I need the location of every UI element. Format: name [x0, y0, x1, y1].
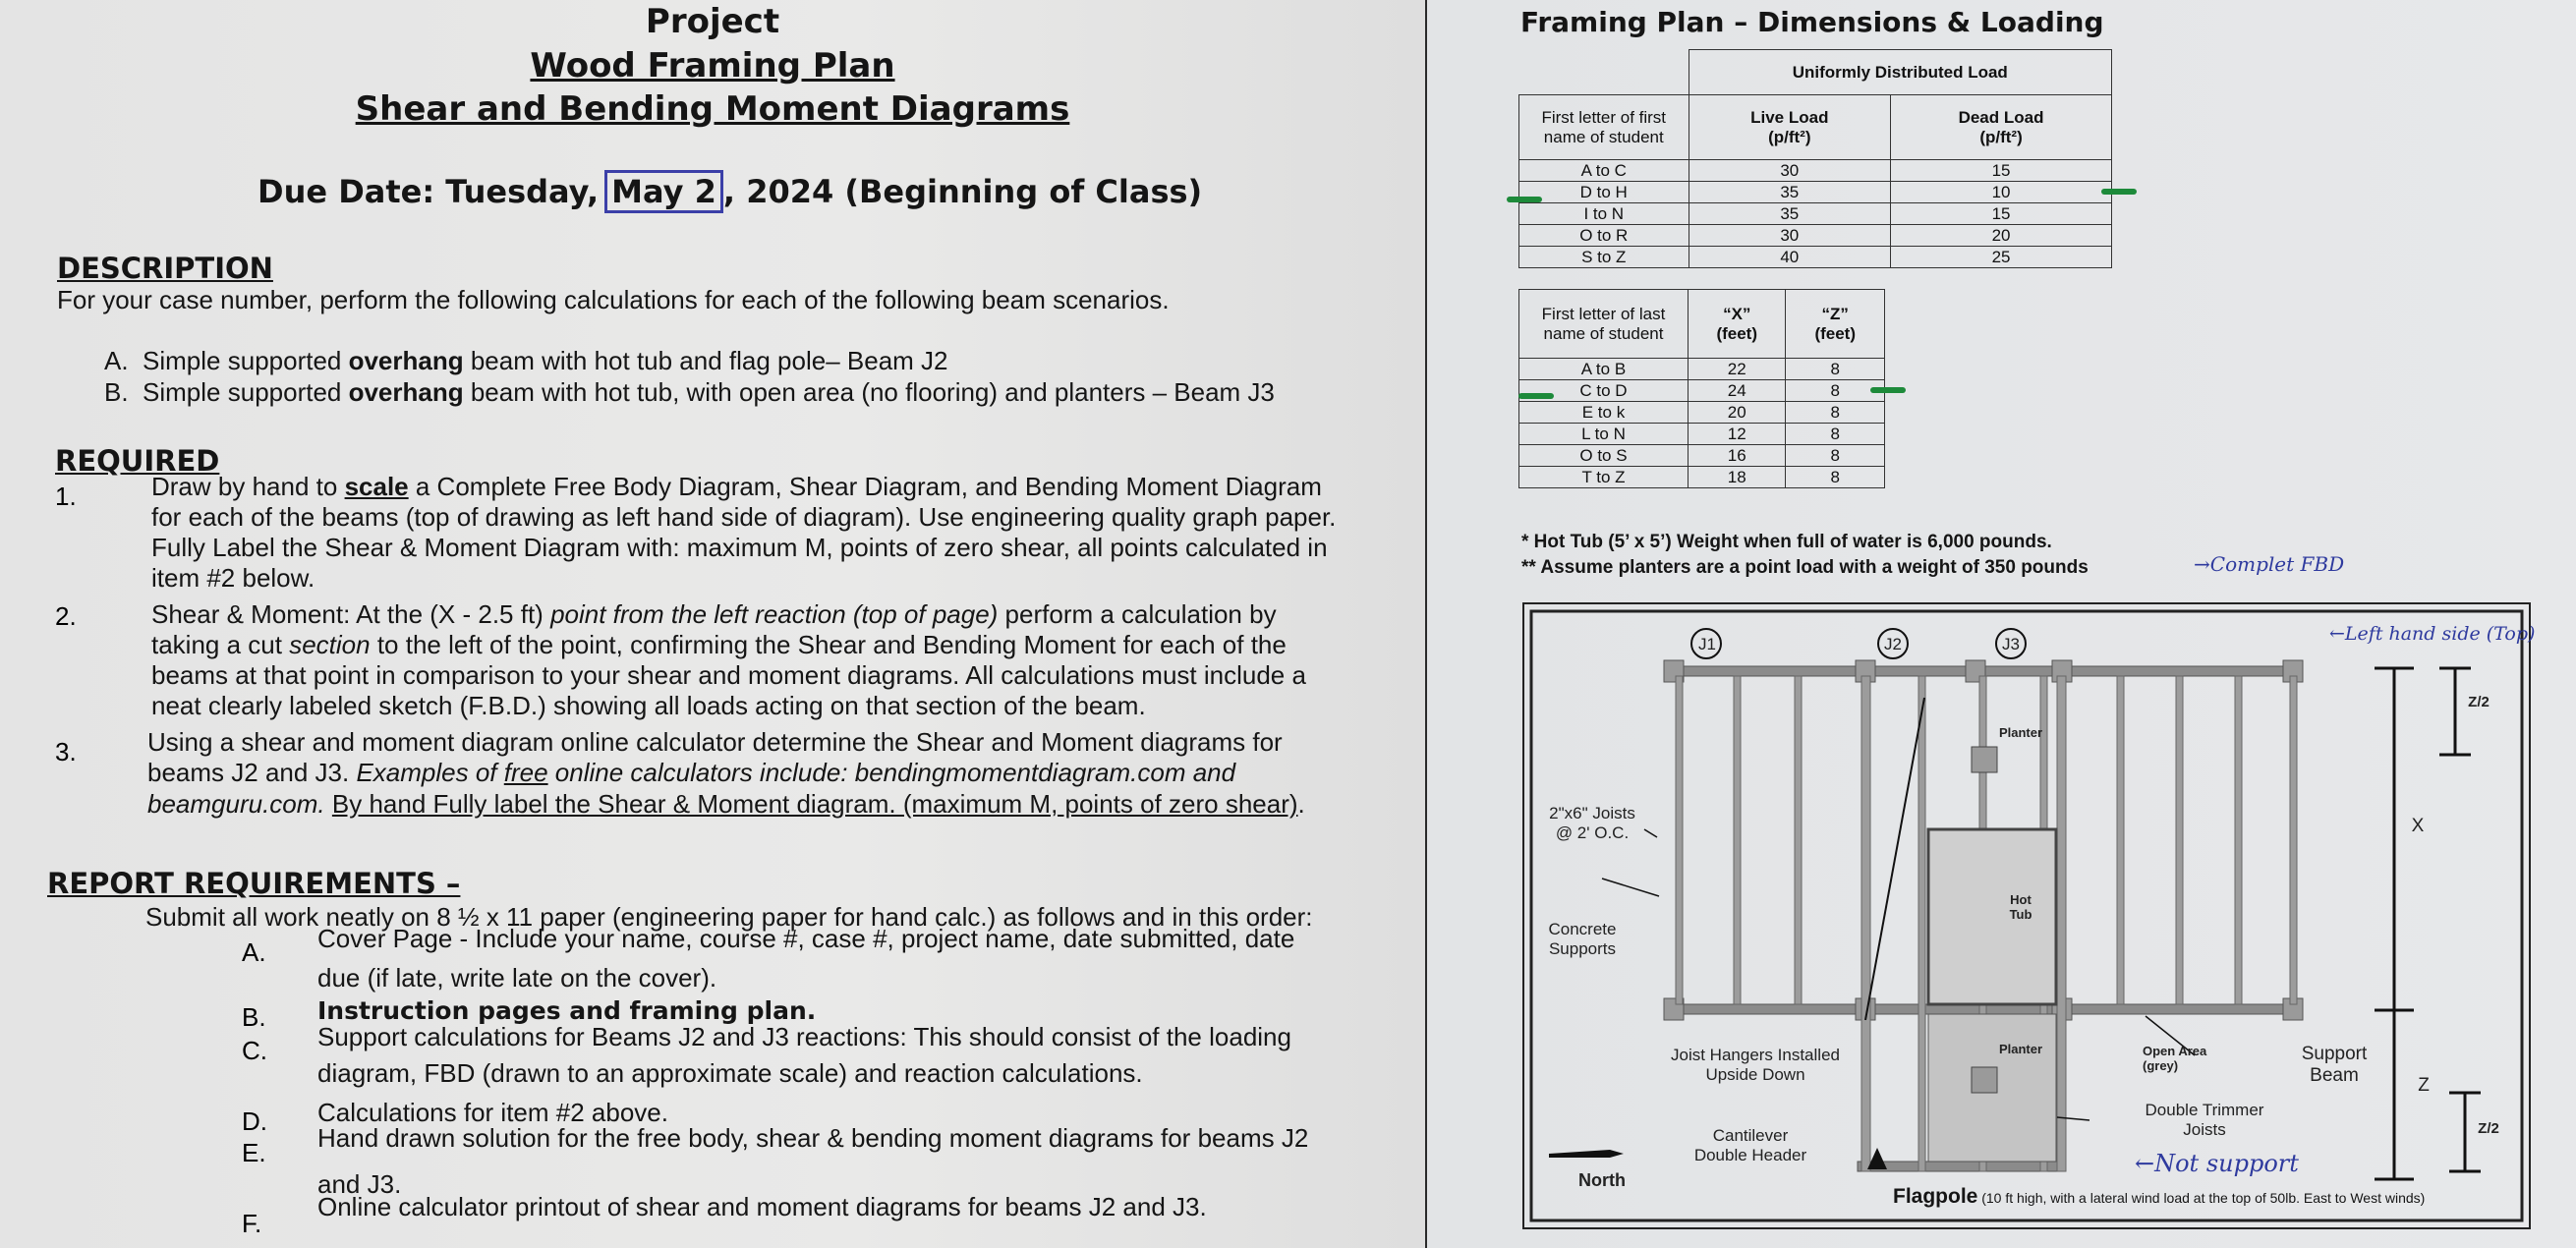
scenario-b-pre: Simple supported: [143, 377, 349, 407]
dim-cell: 22: [1688, 359, 1786, 380]
load-table: [1518, 49, 2112, 268]
j1-label: J1: [1698, 635, 1716, 653]
green-highlight-mark: [1870, 387, 1906, 393]
required-3-line-1: Using a shear and moment diagram online calculator determine the Shear and Moment diagrams for: [147, 727, 1283, 757]
required-2-line-3: beams at that point in comparison to your shear and moment diagrams. All calculations must include a: [151, 660, 1306, 690]
required-heading: REQUIRED: [55, 444, 220, 478]
concrete-line2: Supports: [1548, 939, 1617, 958]
required-1-line-1: Draw by hand to scale a Complete Free Body Diagram, Shear Diagram, and Bending Moment Diagram: [151, 472, 1322, 501]
table-row: [1519, 424, 1885, 445]
dim-cell: 16: [1688, 445, 1786, 467]
dimension-lines: [2375, 668, 2481, 1179]
load-cell: 25: [1891, 247, 2112, 268]
report-f-line-1: Online calculator printout of shear and moment diagrams for beams J2 and J3.: [317, 1192, 1207, 1221]
load-cell: 10: [1891, 182, 2112, 203]
table-row: [1519, 467, 1885, 488]
z-header-line2: (feet): [1814, 323, 1857, 343]
handwritten-not-support: ←Not support: [2135, 1150, 2299, 1177]
support-beam-line1: Support: [2301, 1044, 2368, 1064]
report-b-mark: B.: [242, 1002, 266, 1032]
joist-hangers-label: [1657, 1046, 1854, 1085]
z-header-line1: “Z”: [1821, 304, 1849, 323]
required-2-mark: 2.: [55, 601, 77, 631]
dimension-table: [1518, 289, 1885, 488]
report-a-line-1: Cover Page - Include your name, course #, case #, project name, date submitted, date: [317, 924, 1295, 953]
trimmer-line2: Joists: [2183, 1120, 2226, 1139]
table-row: [1519, 182, 2112, 203]
framing-plan-title: Framing Plan – Dimensions & Loading: [1520, 6, 2104, 38]
required-3-line-2: beams J2 and J3. Examples of free online calculators include: bendingmomentdiagram.com and: [147, 758, 1236, 787]
load-cell: 40: [1689, 247, 1891, 268]
north-arrow: [1549, 1150, 1624, 1158]
x-header-line2: (feet): [1716, 323, 1758, 343]
handwritten-complete-text: Complet FBD: [2209, 552, 2345, 576]
concrete-supports-label: [1533, 920, 1631, 959]
planter-note: ** Assume planters are a point load with a weight of 350 pounds: [1521, 557, 2089, 578]
report-a-line-2: due (if late, write late on the cover).: [317, 963, 717, 993]
scenario-a-mark: A.: [104, 346, 129, 375]
table-row: [1519, 225, 2112, 247]
trimmer-line1: Double Trimmer: [2145, 1101, 2264, 1119]
dim-cell: C to D: [1519, 380, 1689, 402]
dead-load-line2: (p/ft²): [1979, 127, 2023, 146]
dim-cell: 24: [1688, 380, 1786, 402]
support-beam-label: [2290, 1044, 2378, 1087]
load-cell: 20: [1891, 225, 2112, 247]
load-group-header: Uniformly Distributed Load: [1689, 50, 2112, 95]
dim-col0-header: [1519, 290, 1689, 359]
handwritten-not-support-text: Not support: [2154, 1150, 2299, 1177]
cantilever-label: [1677, 1126, 1824, 1165]
green-highlight-mark: [1518, 393, 1554, 399]
live-load-line1: Live Load: [1750, 107, 1829, 127]
load-col0-line2: name of student: [1543, 127, 1664, 146]
hot-tub-note: * Hot Tub (5’ x 5’) Weight when full of water is 6,000 pounds.: [1521, 532, 2052, 552]
z-feet-header: [1786, 290, 1885, 359]
due-date-highlight: May 2: [604, 170, 723, 213]
scenario-a-post: beam with hot tub and flag pole– Beam J2: [463, 346, 948, 375]
required-2-line-2: taking a cut section to the left of the point, confirming the Shear and Bending Moment for each of the: [151, 630, 1287, 659]
required-1-mark: 1.: [55, 482, 77, 511]
report-e-line-2: and J3.: [317, 1169, 402, 1199]
scenario-b-post: beam with hot tub, with open area (no flooring) and planters – Beam J3: [463, 377, 1275, 407]
dim-cell: 20: [1688, 402, 1786, 424]
planter-top: [1972, 747, 1997, 772]
required-1-line-3: Fully Label the Shear & Moment Diagram with: maximum M, points of zero shear, all points calculated in: [151, 533, 1328, 562]
required-3-line-3: beamguru.com. By hand Fully label the Shear & Moment diagram. (maximum M, points of zero shear).: [147, 789, 1305, 819]
table-row: [1519, 402, 1885, 424]
handwritten-left-side-text: Left hand side (Top): [2344, 623, 2536, 645]
live-load-line2: (p/ft²): [1768, 127, 1811, 146]
required-3-mark: 3.: [55, 737, 77, 766]
load-cell: O to R: [1519, 225, 1689, 247]
load-cell: 15: [1891, 160, 2112, 182]
report-a-mark: A.: [242, 937, 266, 967]
cantilever-double-header: [1858, 1162, 2064, 1171]
report-c-mark: C.: [242, 1036, 267, 1065]
joists-label: [1533, 804, 1651, 843]
due-date-suffix: , 2024 (Beginning of Class): [722, 173, 1203, 210]
green-highlight-mark: [2101, 189, 2137, 195]
table-row: [1519, 380, 1885, 402]
dim-cell: T to Z: [1519, 467, 1689, 488]
handwritten-complete-fbd: →Complet FBD: [2194, 552, 2345, 576]
report-c-line-1: Support calculations for Beams J2 and J3 reactions: This should consist of the loading: [317, 1022, 1291, 1051]
dim-col0-line1: First letter of last: [1541, 304, 1666, 323]
scenario-b-bold: overhang: [348, 377, 464, 407]
cantilever-line1: Cantilever: [1712, 1126, 1789, 1145]
description-intro: For your case number, perform the following calculations for each of the following beam scenarios.: [57, 285, 1170, 314]
dim-cell: 8: [1786, 380, 1885, 402]
report-heading: REPORT REQUIREMENTS –: [47, 867, 461, 900]
required-2-line-4: neat clearly labeled sketch (F.B.D.) showing all loads acting on that section of the beam.: [151, 691, 1146, 720]
load-cell: S to Z: [1519, 247, 1689, 268]
required-1-line-4: item #2 below.: [151, 563, 315, 593]
table-row: [1519, 203, 2112, 225]
dim-cell: 8: [1786, 467, 1885, 488]
report-d-line-1: Calculations for item #2 above.: [317, 1098, 668, 1127]
dim-cell: 8: [1786, 445, 1885, 467]
title-wood-framing: Wood Framing Plan: [530, 46, 895, 85]
scenario-b: [104, 377, 1275, 408]
load-cell: A to C: [1519, 160, 1689, 182]
load-cell: I to N: [1519, 203, 1689, 225]
report-f-mark: F.: [242, 1209, 262, 1238]
report-c-line-2: diagram, FBD (drawn to an approximate scale) and reaction calculations.: [317, 1058, 1143, 1088]
north-label: North: [1578, 1170, 1626, 1190]
open-area-line1: Open Area: [2143, 1044, 2207, 1058]
planter-bottom-label: Planter: [1998, 1042, 2043, 1056]
hot-tub-line2: Tub: [2009, 907, 2032, 922]
scenario-b-mark: B.: [104, 377, 129, 407]
required-1-line-2: for each of the beams (top of drawing as left hand side of diagram). Use engineering quality graph paper.: [151, 502, 1337, 532]
due-date-prefix: Due Date: Tuesday,: [258, 173, 600, 210]
dim-cell: O to S: [1519, 445, 1689, 467]
scenario-a-pre: Simple supported: [143, 346, 349, 375]
report-e-mark: E.: [242, 1138, 266, 1167]
table-row: [1519, 359, 1885, 380]
load-cell: 35: [1689, 182, 1891, 203]
dim-cell: 18: [1688, 467, 1786, 488]
load-col0-line1: First letter of first: [1541, 107, 1667, 127]
dead-load-line1: Dead Load: [1958, 107, 2044, 127]
double-trimmer-label: [2131, 1101, 2278, 1140]
open-area-label: [2143, 1044, 2221, 1073]
hangers-line1: Joist Hangers Installed: [1671, 1046, 1840, 1064]
joists-label-line2: @ 2' O.C.: [1555, 823, 1630, 842]
flagpole-caption-bold: Flagpole: [1893, 1185, 1978, 1208]
z-dimension-label: Z: [2418, 1075, 2430, 1096]
dim-col0-line2: name of student: [1543, 323, 1664, 343]
load-table-body: [1519, 160, 2112, 268]
dim-cell: 8: [1786, 402, 1885, 424]
x-dimension-label: X: [2411, 816, 2425, 836]
load-cell: 30: [1689, 160, 1891, 182]
description-heading: DESCRIPTION: [57, 252, 273, 285]
live-load-header: [1689, 95, 1891, 160]
cantilever-line2: Double Header: [1693, 1146, 1807, 1164]
dead-load-header: [1891, 95, 2112, 160]
x-header-line1: “X”: [1723, 304, 1751, 323]
planter-bottom: [1972, 1067, 1997, 1093]
j3-label: J3: [2002, 635, 2020, 653]
hot-tub-label: [2001, 892, 2040, 922]
table-row: [1519, 247, 2112, 268]
title-shear-bending: Shear and Bending Moment Diagrams: [355, 89, 1070, 129]
table-row: [1519, 445, 1885, 467]
x-feet-header: [1688, 290, 1786, 359]
load-cell: 30: [1689, 225, 1891, 247]
dim-cell: E to k: [1519, 402, 1689, 424]
joists-label-line1: 2"x6" Joists: [1549, 804, 1635, 823]
dim-cell: 12: [1688, 424, 1786, 445]
title-project: Project: [645, 2, 780, 41]
load-cell: 35: [1689, 203, 1891, 225]
j2-label: J2: [1884, 635, 1902, 653]
concrete-line1: Concrete: [1548, 920, 1617, 938]
report-intro: Submit all work neatly on 8 ½ x 11 paper (engineering paper for hand calc.) as follows and in this order:: [145, 902, 1313, 932]
support-beam-line2: Beam: [2310, 1065, 2359, 1086]
z-half-top-label: Z/2: [2468, 694, 2490, 710]
hangers-line2: Upside Down: [1705, 1065, 1805, 1084]
load-cell: 15: [1891, 203, 2112, 225]
planter-top-label: Planter: [1998, 725, 2043, 740]
dim-cell: 8: [1786, 424, 1885, 445]
flagpole-caption: [1893, 1185, 2425, 1209]
required-2-line-1: Shear & Moment: At the (X - 2.5 ft) point from the left reaction (top of page) perform a calculation by: [151, 599, 1277, 629]
handwritten-left-side: ←Left hand side (Top): [2329, 623, 2536, 645]
table-row: [1519, 160, 2112, 182]
dim-cell: 8: [1786, 359, 1885, 380]
dim-table-body: [1519, 359, 1885, 488]
load-col0-header: [1519, 95, 1689, 160]
flagpole-caption-note: (10 ft high, with a lateral wind load at the top of 50lb. East to West winds): [1977, 1190, 2426, 1206]
dim-cell: L to N: [1519, 424, 1689, 445]
report-d-mark: D.: [242, 1106, 267, 1136]
hot-tub-line1: Hot: [2010, 892, 2032, 907]
report-e-line-1: Hand drawn solution for the free body, shear & bending moment diagrams for beams J2: [317, 1123, 1309, 1153]
report-b-line-1: Instruction pages and framing plan.: [317, 996, 817, 1025]
open-area-line2: (grey): [2143, 1058, 2179, 1073]
due-date: [258, 173, 1202, 210]
dim-cell: A to B: [1519, 359, 1689, 380]
scenario-a-bold: overhang: [348, 346, 464, 375]
load-cell: D to H: [1519, 182, 1689, 203]
green-highlight-mark: [1507, 197, 1542, 202]
z-half-bottom-label: Z/2: [2478, 1120, 2499, 1137]
scenario-a: [104, 346, 948, 376]
